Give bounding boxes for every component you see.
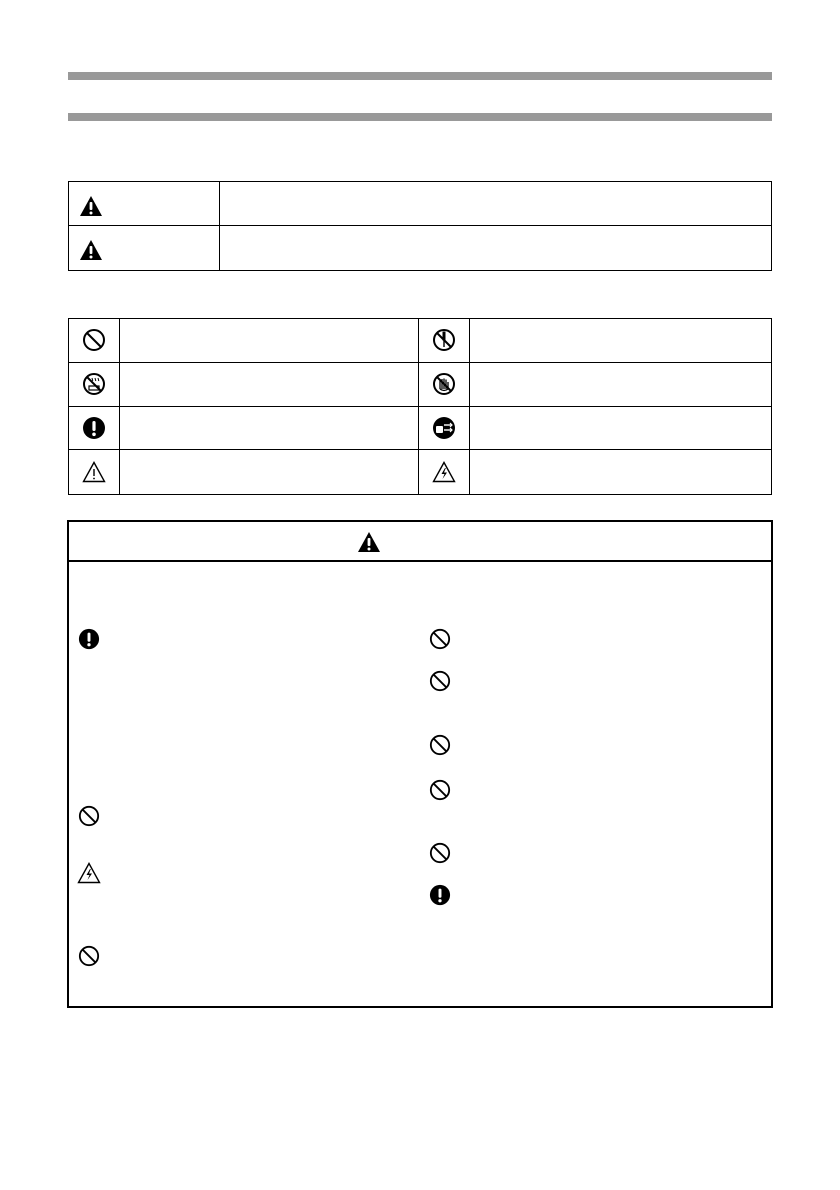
symbol-description-cell <box>120 319 419 363</box>
symbol-cell <box>419 363 470 407</box>
prohibited-icon <box>82 328 106 352</box>
symbol-cell <box>419 319 470 363</box>
do-not-touch-icon <box>432 372 456 396</box>
electric-shock-icon <box>432 461 456 483</box>
symbol-description-cell <box>470 319 771 363</box>
prohibited-icon <box>78 945 100 967</box>
symbol-description-cell <box>470 407 771 451</box>
hazard-level-table <box>68 181 772 271</box>
unplug-icon <box>432 416 456 440</box>
electric-shock-icon <box>77 862 101 884</box>
symbol-cell <box>69 363 120 407</box>
legend-caution-description-cell <box>220 226 771 270</box>
symbol-meaning-table <box>68 318 772 495</box>
legend-warning-label-cell <box>69 182 220 226</box>
legend-warning-description-cell <box>220 182 771 226</box>
mandatory-action-icon <box>429 884 451 906</box>
caution-triangle-icon <box>79 239 103 261</box>
warning-section-header <box>69 522 771 562</box>
prohibited-icon <box>429 628 451 650</box>
warning-triangle-icon <box>79 195 103 217</box>
prohibited-icon <box>429 842 451 864</box>
symbol-cell <box>69 407 120 451</box>
do-not-disassemble-icon <box>432 328 456 352</box>
prohibited-icon <box>429 670 451 692</box>
warning-section <box>67 520 773 1008</box>
symbol-description-cell <box>470 450 771 494</box>
symbol-cell <box>419 407 470 451</box>
mandatory-action-icon <box>78 628 100 650</box>
symbol-description-cell <box>120 407 419 451</box>
warning-triangle-icon <box>357 531 381 553</box>
do-not-splash-water-icon <box>82 372 106 396</box>
header-rule-top <box>68 72 772 80</box>
symbol-cell <box>69 450 120 494</box>
symbol-cell <box>419 450 470 494</box>
symbol-cell <box>69 319 120 363</box>
prohibited-icon <box>429 734 451 756</box>
caution-general-icon <box>82 461 106 483</box>
mandatory-action-icon <box>82 416 106 440</box>
legend-caution-label-cell <box>69 226 220 270</box>
prohibited-icon <box>429 779 451 801</box>
symbol-description-cell <box>120 363 419 407</box>
symbol-description-cell <box>470 363 771 407</box>
symbol-description-cell <box>120 450 419 494</box>
header-rule-bottom <box>68 113 772 121</box>
prohibited-icon <box>78 805 100 827</box>
